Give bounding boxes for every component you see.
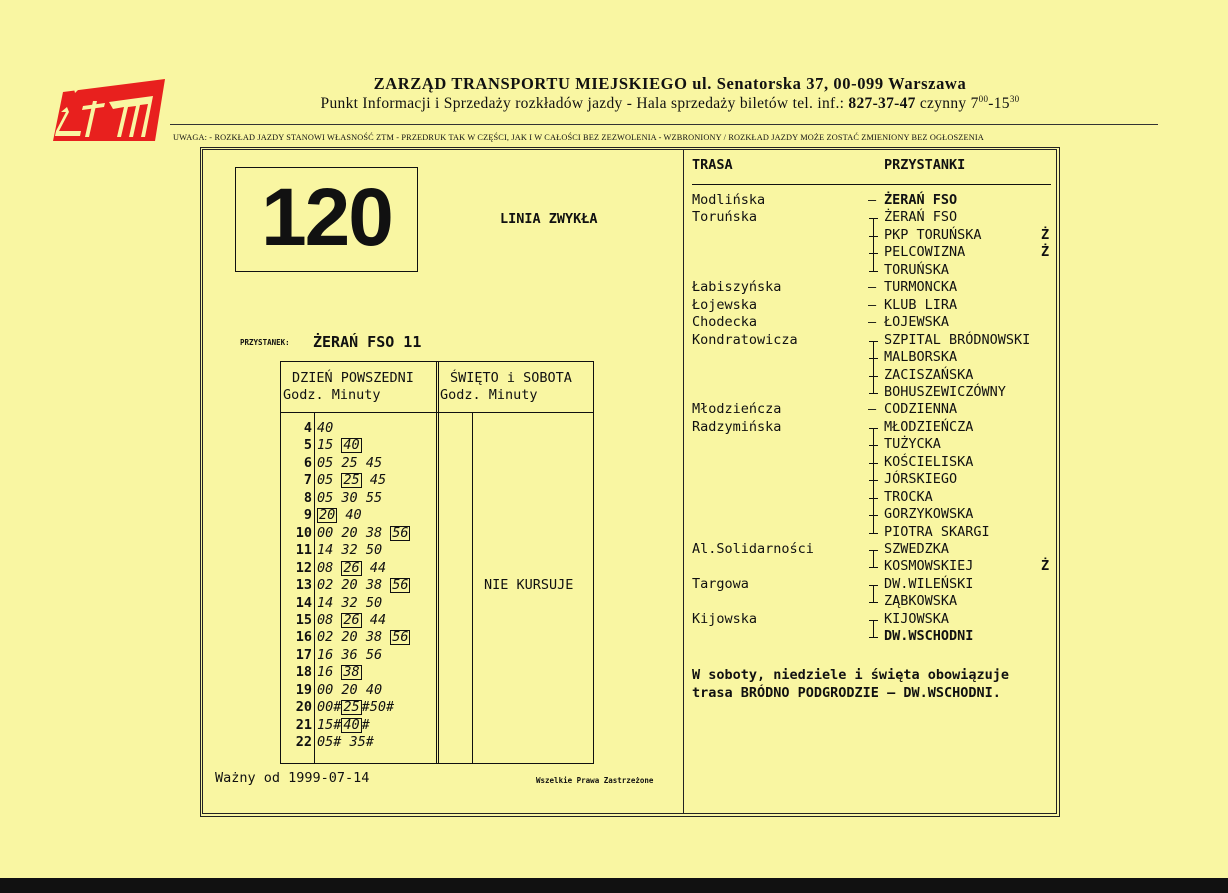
- note-line-2: trasa BRÓDNO PODGRODZIE – DW.WSCHODNI.: [692, 685, 1001, 701]
- departure-row: [280, 612, 436, 630]
- departure-row: [280, 472, 436, 490]
- minutes: [317, 472, 386, 490]
- minute-boxed: 20: [319, 507, 336, 524]
- route-stop: PIOTRA SKARGI: [884, 523, 990, 540]
- minutes: [317, 647, 382, 665]
- minutes: [317, 612, 386, 630]
- route-bracket-tick: [869, 480, 878, 481]
- minute: 15#: [317, 716, 342, 733]
- hour: 21: [295, 716, 312, 733]
- minute: 45: [369, 472, 387, 489]
- minutes: [317, 717, 370, 735]
- hour-column-rule-2: [472, 412, 473, 764]
- hours-sup-1: 00: [978, 94, 989, 104]
- minutes: [317, 542, 382, 560]
- minutes: [317, 664, 362, 682]
- hour: 22: [295, 734, 312, 751]
- departure-row: [280, 629, 436, 647]
- weekday-subheader: Godz. Minuty: [283, 387, 381, 403]
- hour: 17: [295, 646, 312, 663]
- minute: 20: [341, 524, 358, 541]
- minute: 08: [317, 559, 334, 576]
- minute: 05: [317, 454, 334, 471]
- minutes: [317, 682, 382, 700]
- table-separator-2: [438, 361, 439, 764]
- hours-sup-2: 30: [1009, 94, 1020, 104]
- hours-mid: -15: [988, 95, 1010, 113]
- minute: 02: [317, 577, 334, 594]
- minute: 56: [365, 646, 383, 663]
- minute: 00#: [317, 699, 342, 716]
- route-stop: DW.WILEŃSKI: [884, 575, 974, 592]
- table-separator: [436, 361, 437, 764]
- route-bracket: [873, 218, 874, 270]
- route-bracket-tick: [869, 498, 878, 499]
- on-request-mark: Ż: [1041, 226, 1050, 243]
- route-street: Młodzieńcza: [692, 401, 782, 418]
- minute: 50: [365, 594, 383, 611]
- minutes: [317, 629, 410, 647]
- route-bracket: [873, 585, 874, 602]
- minute: #50#: [361, 699, 395, 716]
- route-bracket-tick: [869, 463, 878, 464]
- hour: 8: [303, 489, 312, 506]
- info-text: Punkt Informacji i Sprzedaży rozkładów jazdy - Hala sprzedaży biletów tel. inf.:: [320, 95, 849, 113]
- minute: #: [361, 716, 370, 733]
- org-title: ZARZĄD TRANSPORTU MIEJSKIEGO ul. Senatorska 37, 00-099 Warszawa: [373, 74, 967, 93]
- route-bracket-tick: [869, 585, 878, 586]
- route-stop: CODZIENNA: [884, 401, 958, 418]
- minutes: [317, 490, 382, 508]
- org-info: [170, 94, 1170, 113]
- header-rule: [170, 124, 1158, 125]
- route-bracket-tick: [869, 533, 878, 534]
- route-bracket-tick: [869, 602, 878, 603]
- route-street: Toruńska: [692, 209, 758, 226]
- departure-row: [280, 420, 436, 438]
- hour: 12: [295, 559, 312, 576]
- route-dash: –: [868, 279, 877, 296]
- on-request-mark: Ż: [1041, 558, 1050, 575]
- minute: 16: [317, 664, 334, 681]
- route-bracket-tick: [869, 515, 878, 516]
- route-bracket-tick: [869, 445, 878, 446]
- minute: 14: [317, 594, 334, 611]
- minutes: [317, 595, 382, 613]
- route-stop: KOSMOWSKIEJ: [884, 558, 974, 575]
- minutes: [317, 437, 362, 455]
- minute: 15: [317, 437, 334, 454]
- route-street: Targowa: [692, 575, 749, 592]
- minute: 08: [317, 611, 334, 628]
- route-stop: MŁODZIEŃCZA: [884, 418, 974, 435]
- stops-header: PRZYSTANKI: [884, 157, 966, 173]
- minute: 05#: [317, 734, 342, 751]
- route-bracket-tick: [869, 428, 878, 429]
- route-stop: GORZYKOWSKA: [884, 506, 974, 523]
- hour: 5: [303, 437, 312, 454]
- route-bracket: [873, 620, 874, 637]
- minute-boxed: 25: [343, 472, 360, 489]
- minute-boxed: 26: [343, 611, 360, 628]
- route-bracket-tick: [869, 620, 878, 621]
- hour: 7: [303, 472, 312, 489]
- route-stop: PKP TORUŃSKA: [884, 226, 982, 243]
- departure-row: [280, 699, 436, 717]
- minute: 20: [341, 629, 358, 646]
- hour: 16: [295, 629, 312, 646]
- route-stop: KOŚCIELISKA: [884, 453, 974, 470]
- route-bracket-tick: [869, 637, 878, 638]
- route-stop: DW.WSCHODNI: [884, 628, 974, 645]
- minute: 38: [365, 629, 383, 646]
- minute-boxed: 56: [392, 629, 409, 646]
- minute-boxed: 40: [343, 716, 360, 733]
- minute: 55: [365, 489, 383, 506]
- route-dash: –: [868, 314, 877, 331]
- route-street: Kondratowicza: [692, 331, 798, 348]
- route-stop: MALBORSKA: [884, 349, 958, 366]
- departure-row: [280, 542, 436, 560]
- route-stop: SZWEDZKA: [884, 541, 950, 557]
- route-dash: –: [868, 401, 877, 418]
- minute: 44: [369, 559, 387, 576]
- route-header-rule: [692, 184, 1051, 185]
- minute: 36: [341, 646, 358, 663]
- minute-boxed: 26: [343, 559, 360, 576]
- hour: 9: [303, 507, 312, 524]
- route-stop: TURMONCKA: [884, 279, 958, 296]
- minute: 00: [317, 524, 334, 541]
- route-bracket-tick: [869, 550, 878, 551]
- minute-boxed: 25: [343, 699, 360, 716]
- minute-boxed: 40: [343, 437, 360, 454]
- minute: 40: [365, 681, 383, 698]
- route-stop: TUŻYCKA: [884, 436, 941, 453]
- departure-row: [280, 734, 436, 752]
- route-bracket-tick: [869, 358, 878, 359]
- minute: 40: [345, 507, 362, 524]
- hour: 15: [295, 611, 312, 628]
- holiday-header: ŚWIĘTO i SOBOTA: [450, 370, 572, 386]
- valid-from: Ważny od 1999-07-14: [215, 770, 370, 786]
- frame-divider: [683, 149, 684, 814]
- route-stop: TORUŃSKA: [884, 261, 950, 278]
- departure-row: [280, 507, 436, 525]
- departure-row: [280, 437, 436, 455]
- departure-row: [280, 490, 436, 508]
- copyright-notice: UWAGA: - ROZKŁAD JAZDY STANOWI WŁASNOŚĆ ZTM - PRZEDRUK TAK W CZĘŚCI, JAK I W CAŁOŚCI BEZ ZEZWOLENIA - WZBRONIONY / ROZKŁAD JAZDY MOŻE ZOSTAĆ ZMIENIONY BEZ OGŁOSZENIA: [173, 133, 984, 142]
- minute: 44: [369, 611, 387, 628]
- minute: 30: [341, 489, 358, 506]
- ztm-logo: [53, 79, 165, 141]
- minute: 20: [341, 681, 358, 698]
- route-street: Łabiszyńska: [692, 279, 782, 296]
- route-bracket-tick: [869, 393, 878, 394]
- departure-row: [280, 577, 436, 595]
- minutes: [317, 455, 382, 473]
- route-bracket-tick: [869, 567, 878, 568]
- route-stop: ZĄBKOWSKA: [884, 593, 958, 610]
- route-stop: ZACISZAŃSKA: [884, 366, 974, 383]
- minute: 32: [341, 594, 358, 611]
- route-bracket-tick: [869, 218, 878, 219]
- on-request-mark: Ż: [1041, 244, 1050, 261]
- hour: 11: [295, 542, 312, 559]
- route-stop: KIJOWSKA: [884, 610, 950, 627]
- hour: 6: [303, 454, 312, 471]
- route-bracket-tick: [869, 253, 878, 254]
- route-bracket-tick: [869, 236, 878, 237]
- stop-label: PRZYSTANEK:: [240, 338, 290, 347]
- route-street: Al.Solidarności: [692, 541, 814, 557]
- departure-row: [280, 525, 436, 543]
- route-header: TRASA: [692, 157, 733, 173]
- minutes: [317, 507, 362, 525]
- minute: 05: [317, 489, 334, 506]
- route-stop: TROCKA: [884, 488, 933, 505]
- line-number: 120: [261, 172, 392, 263]
- phone-number: 827-37-47: [848, 95, 916, 113]
- route-street: Modlińska: [692, 192, 766, 208]
- holiday-no-service: NIE KURSUJE: [484, 577, 574, 593]
- minutes: [317, 734, 374, 752]
- hour: 19: [295, 681, 312, 698]
- route-street: Radzymińska: [692, 418, 782, 435]
- hour: 18: [295, 664, 312, 681]
- route-stop: BOHUSZEWICZÓWNY: [884, 383, 1006, 400]
- minute: 35#: [349, 734, 374, 751]
- line-type: LINIA ZWYKŁA: [500, 211, 598, 227]
- minute: 38: [365, 524, 383, 541]
- minute-boxed: 38: [343, 664, 360, 681]
- minutes: [317, 420, 333, 438]
- departure-row: [280, 455, 436, 473]
- minute: 20: [341, 577, 358, 594]
- route-dash: –: [868, 192, 877, 208]
- route-stop: JÓRSKIEGO: [884, 471, 958, 488]
- route-bracket-tick: [869, 271, 878, 272]
- minute-boxed: 56: [392, 524, 409, 541]
- hour: 10: [295, 524, 312, 541]
- weekend-route-note: [692, 666, 1009, 702]
- route-stop: ŁOJEWSKA: [884, 314, 950, 331]
- table-header-rule: [280, 412, 594, 413]
- route-bracket: [873, 550, 874, 567]
- route-stop: PELCOWIZNA: [884, 244, 966, 261]
- weekday-header: DZIEŃ POWSZEDNI: [292, 370, 414, 386]
- hour: 20: [295, 699, 312, 716]
- route-bracket-tick: [869, 341, 878, 342]
- route-stop: ŻERAŃ FSO: [884, 209, 958, 226]
- minutes: [317, 560, 386, 578]
- minutes: [317, 577, 410, 595]
- departure-row: [280, 664, 436, 682]
- route-street: Łojewska: [692, 296, 758, 313]
- departure-row: [280, 682, 436, 700]
- minute: 16: [317, 646, 334, 663]
- departure-row: [280, 595, 436, 613]
- holiday-subheader: Godz. Minuty: [440, 387, 538, 403]
- route-stop: ŻERAŃ FSO: [884, 192, 958, 208]
- route-street: Chodecka: [692, 314, 758, 331]
- minute: 32: [341, 542, 358, 559]
- minute: 40: [317, 420, 334, 436]
- route-stop: KLUB LIRA: [884, 296, 958, 313]
- minute-boxed: 56: [392, 577, 409, 594]
- route-bracket: [873, 341, 874, 393]
- stop-name: ŻERAŃ FSO 11: [313, 333, 422, 351]
- minutes: [317, 699, 394, 717]
- departure-row: [280, 717, 436, 735]
- minute: 05: [317, 472, 334, 489]
- note-line-1: W soboty, niedziele i święta obowiązuje: [692, 667, 1009, 683]
- minute: 14: [317, 542, 334, 559]
- hour: 13: [295, 577, 312, 594]
- minute: 00: [317, 681, 334, 698]
- minute: 38: [365, 577, 383, 594]
- departure-row: [280, 560, 436, 578]
- hours-text: czynny 7: [915, 95, 979, 113]
- departure-row: [280, 647, 436, 665]
- hour: 14: [295, 594, 312, 611]
- minute: 50: [365, 542, 383, 559]
- minutes: [317, 525, 410, 543]
- minute: 25: [341, 454, 358, 471]
- hour: 4: [303, 420, 312, 436]
- rights-reserved: Wszelkie Prawa Zastrzeżone: [536, 776, 654, 785]
- route-dash: –: [868, 296, 877, 313]
- minute: 02: [317, 629, 334, 646]
- route-stop: SZPITAL BRÓDNOWSKI: [884, 331, 1031, 348]
- minute: 45: [365, 454, 383, 471]
- route-bracket-tick: [869, 376, 878, 377]
- route-street: Kijowska: [692, 610, 758, 627]
- scan-edge-bottom: [0, 878, 1228, 893]
